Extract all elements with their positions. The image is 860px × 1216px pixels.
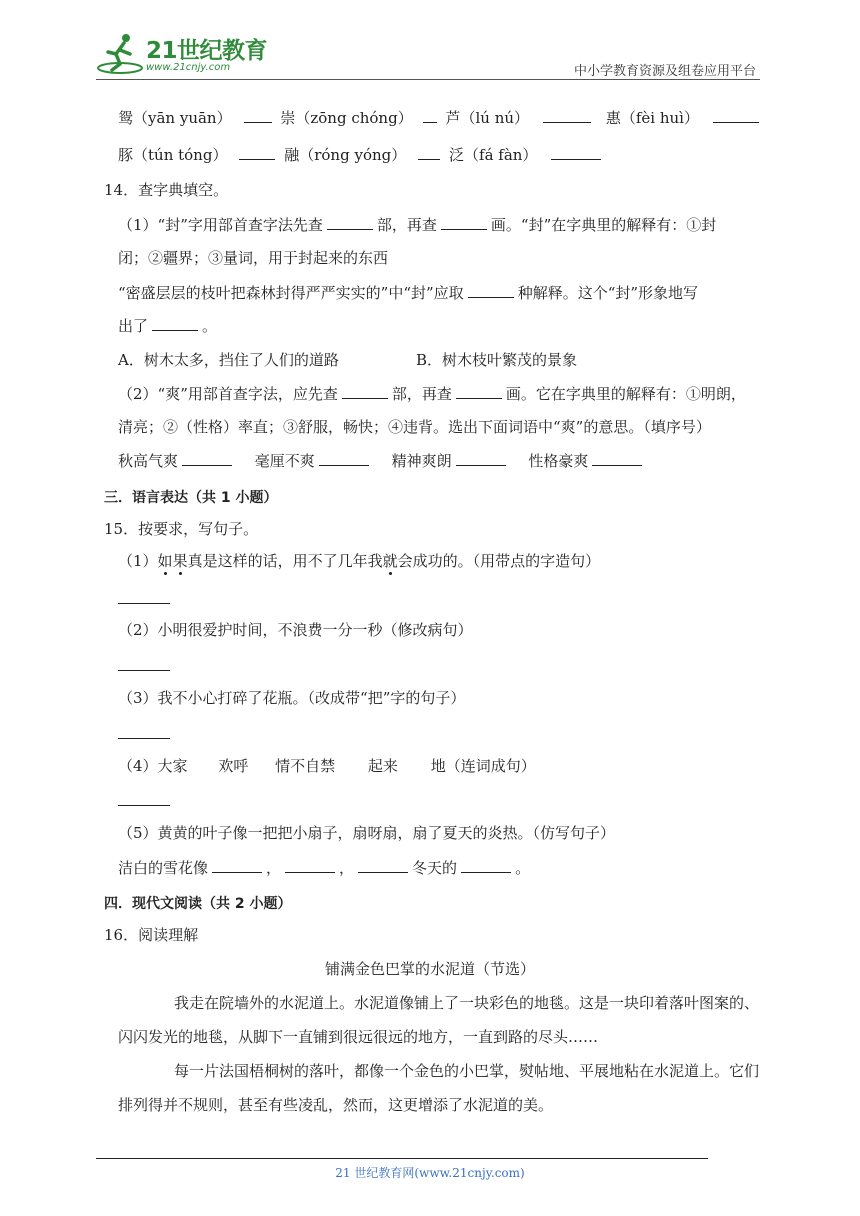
passage-para-1-line-2: 闪闪发光的地毯，从脚下一直铺到很远很远的地方，一直到路的尽头…… — [118, 1028, 599, 1046]
q14-text: 。 — [202, 317, 218, 335]
answer-blank[interactable] — [239, 144, 275, 160]
q15-text: ， — [266, 859, 282, 877]
answer-blank[interactable] — [244, 107, 272, 123]
word-item: 情不自禁 — [275, 757, 336, 775]
answer-blank[interactable] — [152, 315, 198, 331]
passage-title: 铺满金色巴掌的水泥道（节选） — [324, 960, 535, 978]
q14-part2-line1 — [118, 378, 746, 410]
header-divider — [96, 79, 760, 80]
answer-blank[interactable] — [182, 450, 232, 466]
q14-text: 部，再查 — [376, 216, 437, 234]
q14-part1-line2: 闭；②疆界；③量词，用于封起来的东西 — [118, 249, 389, 267]
pinyin-item: 芦（lú nú） — [445, 109, 530, 127]
q14-text: 画。它在字典里的解释有：①明朗， — [505, 385, 746, 403]
pinyin-row-1 — [118, 102, 763, 134]
pinyin-item: 鸳（yān yuān） — [118, 109, 232, 127]
q15-text: 会成功的。（用带点的字造句） — [397, 552, 601, 570]
word-item: 毫厘不爽 — [254, 452, 315, 470]
q15-sentence-2: （2）小明很爱护时间，不浪费一分一秒（修改病句） — [118, 621, 473, 639]
answer-blank[interactable] — [592, 450, 642, 466]
q15-text: 真是这样的话，用不了几年我 — [187, 552, 383, 570]
dotted-char: 如 — [157, 552, 173, 570]
q14-part2-line2: 清亮；②（性格）率直；③舒服，畅快；④违背。选出下面词语中“爽”的意思。（填序号） — [118, 418, 711, 436]
q14-text: 部，再查 — [391, 385, 452, 403]
q14-text: （2）“爽”用部首查字法，应先查 — [118, 385, 338, 403]
answer-blank[interactable] — [713, 107, 759, 123]
word-item: 欢呼 — [218, 757, 249, 775]
word-item: 起来 — [367, 757, 398, 775]
q14-text: 种解释。这个“封”形象地写 — [517, 284, 699, 302]
question-14-title: 14．查字典填空。 — [104, 181, 229, 199]
answer-line[interactable] — [118, 603, 170, 604]
answer-blank[interactable] — [285, 857, 335, 873]
answer-blank[interactable] — [456, 450, 506, 466]
q14-text: 画。“封”在字典里的解释有：①封 — [490, 216, 717, 234]
q15-sentence-5: （5）黄黄的叶子像一把把小扇子，扇呀扇，扇了夏天的炎热。（仿写句子） — [118, 824, 616, 842]
q14-word-row — [118, 445, 646, 477]
word-item: （4）大家 — [118, 757, 188, 775]
section-3-heading: 三．语言表达（共 1 小题） — [104, 490, 278, 506]
word-item: 精神爽朗 — [391, 452, 452, 470]
question-15-title: 15．按要求，写句子。 — [104, 520, 259, 538]
question-16-title: 16．阅读理解 — [104, 926, 199, 944]
word-item: 地（连词成句） — [430, 757, 536, 775]
answer-blank[interactable] — [551, 144, 601, 160]
q14-text: “密盛层层的枝叶把森林封得严严实实的”中“封”应取 — [118, 284, 464, 302]
q14-text: 出了 — [118, 317, 149, 335]
pinyin-item: 泛（fá fàn） — [449, 146, 538, 164]
q14-part1-line1 — [118, 209, 716, 241]
dotted-char: 就 — [382, 552, 398, 570]
logo-url: www.21cnjy.com — [146, 62, 231, 73]
footer-divider — [96, 1158, 708, 1159]
passage-para-2-line-1: 每一片法国梧桐树的落叶，都像一个金色的小巴掌，熨帖地、平展地粘在水泥道上。它们 — [174, 1062, 760, 1080]
q14-part1-line4 — [118, 310, 217, 342]
answer-blank[interactable] — [418, 144, 440, 160]
answer-blank[interactable] — [358, 857, 408, 873]
footer-text: 21 世纪教育网(www.21cnjy.com) — [335, 1166, 525, 1180]
passage-para-1-line-1: 我走在院墙外的水泥道上。水泥道像铺上了一块彩色的地毯。这是一块印着落叶图案的、 — [174, 994, 760, 1012]
q15-sentence-5-fill — [118, 852, 530, 884]
pinyin-item: 豚（tún tóng） — [118, 146, 228, 164]
pinyin-row-2 — [118, 139, 605, 171]
q14-part1-line3 — [118, 277, 698, 309]
word-item: 秋高气爽 — [118, 452, 179, 470]
section-4-heading: 四．现代文阅读（共 2 小题） — [104, 896, 292, 912]
q15-sentence-1 — [118, 545, 600, 577]
answer-blank[interactable] — [327, 214, 373, 230]
logo-text: 21世纪教育 — [146, 38, 268, 64]
answer-blank[interactable] — [468, 282, 514, 298]
q15-text: （1） — [118, 552, 158, 570]
q15-text: 洁白的雪花像 — [118, 859, 209, 877]
dotted-char: 果 — [172, 552, 188, 570]
answer-line[interactable] — [118, 805, 170, 806]
answer-line[interactable] — [118, 670, 170, 671]
answer-blank[interactable] — [456, 383, 502, 399]
pinyin-item: 崇（zōng chóng） — [280, 109, 413, 127]
answer-blank[interactable] — [212, 857, 262, 873]
answer-line[interactable] — [118, 738, 170, 739]
answer-blank[interactable] — [319, 450, 369, 466]
passage-para-2-line-2: 排列得并不规则，甚至有些凌乱，然而，这更增添了水泥道的美。 — [118, 1096, 554, 1114]
word-item: 性格豪爽 — [528, 452, 589, 470]
pinyin-item: 融（róng yóng） — [284, 146, 407, 164]
q15-sentence-3: （3）我不小心打碎了花瓶。（改成带“把”字的句子） — [118, 689, 466, 707]
q15-text: 。 — [515, 859, 531, 877]
site-logo — [96, 30, 266, 80]
answer-blank[interactable] — [342, 383, 388, 399]
answer-blank[interactable] — [441, 214, 487, 230]
q15-sentence-4 — [118, 750, 536, 782]
q15-text: 冬天的 — [412, 859, 458, 877]
pinyin-item: 惠（fèi huì） — [605, 109, 699, 127]
answer-blank[interactable] — [461, 857, 511, 873]
q15-text: ， — [339, 859, 355, 877]
q14-option-a[interactable]: A．树木太多，挡住了人们的道路 — [118, 351, 339, 369]
answer-blank[interactable] — [543, 107, 591, 123]
header-platform-text: 中小学教育资源及组卷应用平台 — [573, 64, 756, 79]
q14-text: （1）“封”字用部首查字法先查 — [118, 216, 323, 234]
q14-option-b[interactable]: B．树木枝叶繁茂的景象 — [416, 351, 578, 369]
running-man-icon — [96, 30, 144, 76]
answer-blank[interactable] — [423, 107, 437, 123]
